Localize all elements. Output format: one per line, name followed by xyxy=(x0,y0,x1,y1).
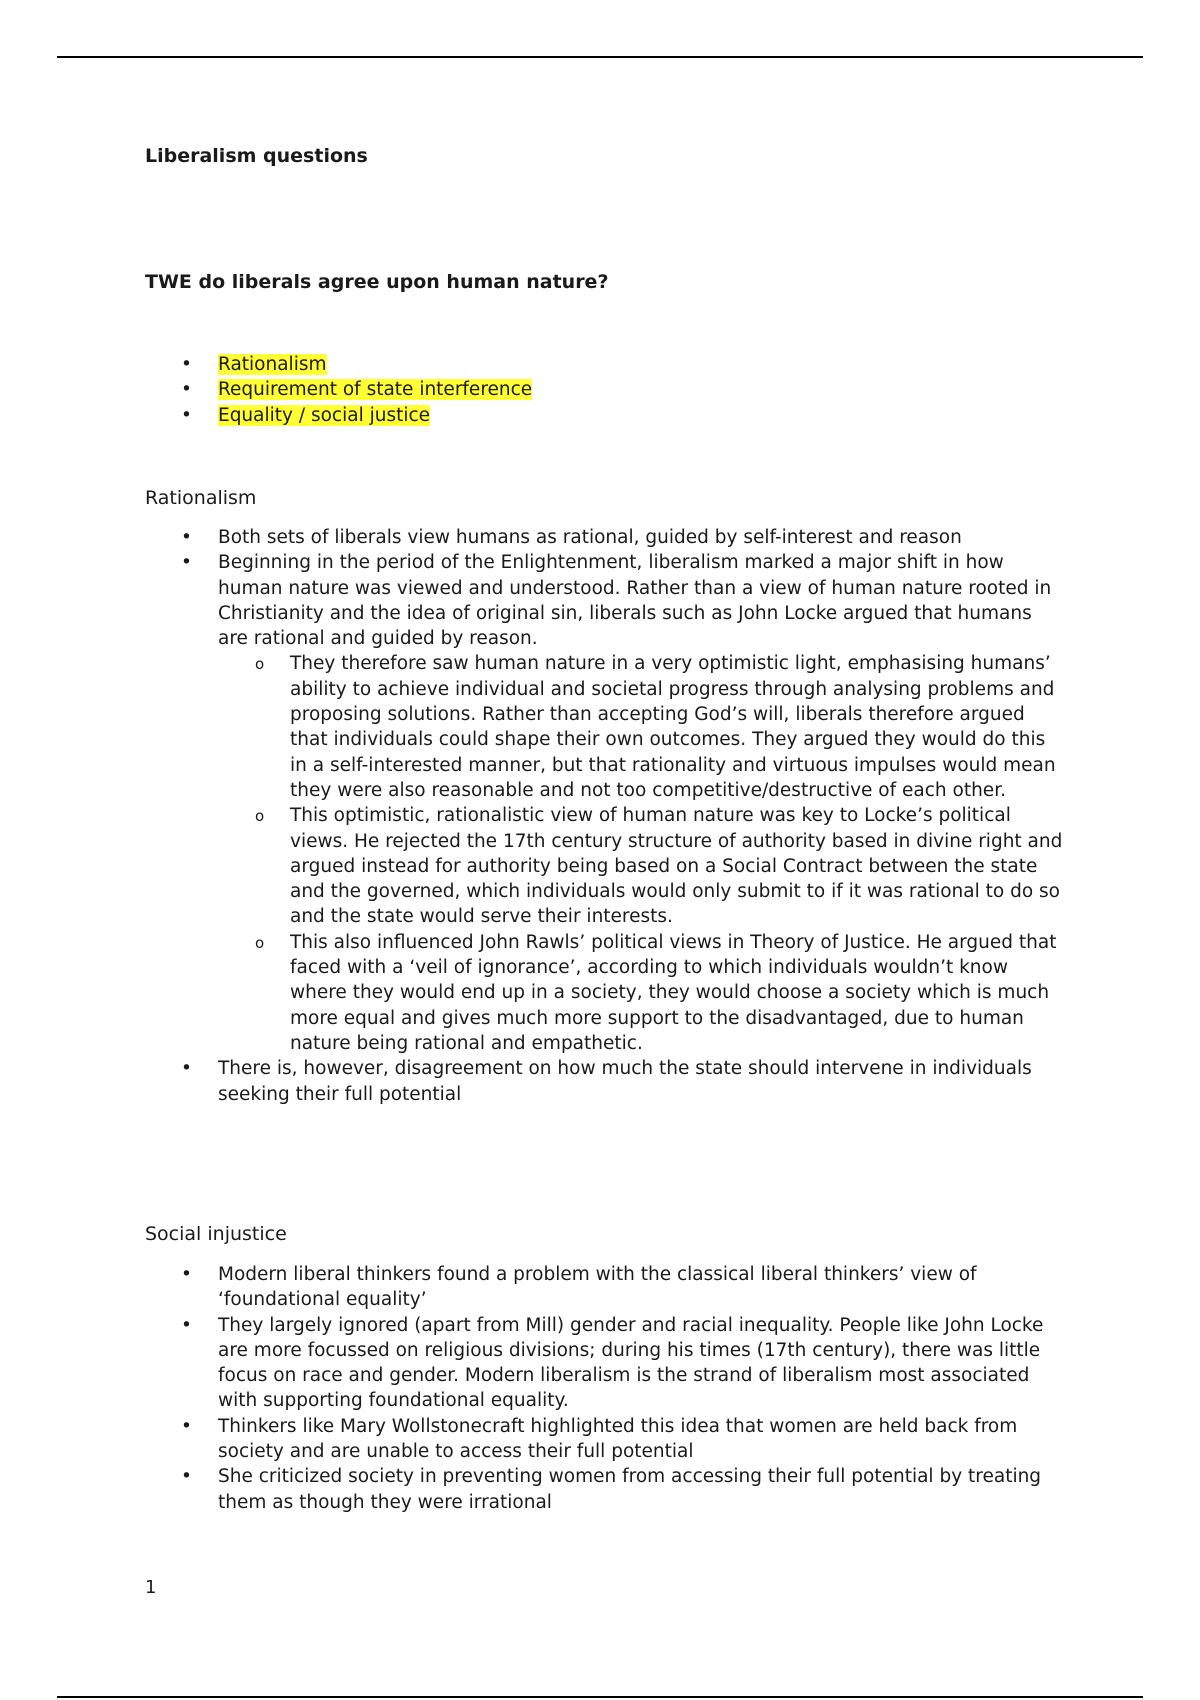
list-item-text: She criticized society in preventing women from accessing their full potential by treating them as though they were irrational xyxy=(218,1466,1042,1513)
list-item xyxy=(145,1262,1065,1313)
sub-list-item-text: They therefore saw human nature in a very optimistic light, emphasising humans’ ability to achieve individual and societal progress through analysing problems and proposing solutions. Rather than accepting God’s will, liberals therefore argued that individuals could shape their own outcomes. They argued they would do this in a self-interested manner, but that rationality and virtuous impulses would mean they were also reasonable and not too competitive/destructive of each other. xyxy=(290,653,1056,801)
page-number: 1 xyxy=(145,1577,157,1598)
list-item xyxy=(145,1464,1065,1515)
summary-list xyxy=(145,352,1065,428)
highlighted-text: Requirement of state interference xyxy=(218,379,533,401)
page-top-rule xyxy=(57,56,1143,58)
sub-list-item-text: This optimistic, rationalistic view of human nature was key to Locke’s political views. He rejected the 17th century structure of authority based in divine right and argued instead for authority being based on a Social Contract between the state and the governed, which individuals would only submit to if it was rational to do so and the state would serve their interests. xyxy=(290,805,1063,928)
page-bottom-rule xyxy=(57,1696,1143,1698)
sub-list-item xyxy=(218,651,1065,803)
social-injustice-list xyxy=(145,1262,1065,1515)
question-heading: TWE do liberals agree upon human nature? xyxy=(145,271,609,293)
list-item xyxy=(145,352,1065,377)
list-item xyxy=(145,525,1065,550)
sub-list-item xyxy=(218,930,1065,1056)
rationalism-sub-list xyxy=(218,651,1065,1056)
list-item xyxy=(145,1414,1065,1465)
highlighted-text: Equality / social justice xyxy=(218,404,431,426)
section-heading-rationalism: Rationalism xyxy=(145,487,257,509)
list-item xyxy=(145,550,1065,1056)
list-item-text: They largely ignored (apart from Mill) gender and racial inequality. People like John Locke are more focussed on religious divisions; during his times (17th century), there was little focus on race and gender. Modern liberalism is the strand of liberalism most associated with supporting foundational equality. xyxy=(218,1314,1044,1412)
list-item xyxy=(145,403,1065,428)
highlighted-text: Rationalism xyxy=(218,354,327,375)
list-item xyxy=(145,377,1065,402)
list-item xyxy=(145,1313,1065,1414)
list-item-text: There is, however, disagreement on how much the state should intervene in individuals seeking their full potential xyxy=(218,1058,1032,1105)
list-item-text: Both sets of liberals view humans as rational, guided by self-interest and reason xyxy=(218,527,962,548)
list-item-text: Thinkers like Mary Wollstonecraft highlighted this idea that women are held back from society and are unable to access their full potential xyxy=(218,1415,1018,1463)
rationalism-list xyxy=(145,525,1065,1107)
list-item-text: Modern liberal thinkers found a problem with the classical liberal thinkers’ view of ‘foundational equality’ xyxy=(218,1264,977,1311)
sub-list-item xyxy=(218,803,1065,929)
list-item xyxy=(145,1056,1065,1107)
list-item-text: Beginning in the period of the Enlightenment, liberalism marked a major shift in how human nature was viewed and understood. Rather than a view of human nature rooted in Christianity and the idea of original sin, liberals such as John Locke argued that humans are rational and guided by reason. xyxy=(218,552,1052,650)
section-heading-social-injustice: Social injustice xyxy=(145,1223,287,1245)
sub-list-item-text: This also influenced John Rawls’ political views in Theory of Justice. He argued that faced with a ‘veil of ignorance’, according to which individuals wouldn’t know where they would end up in a society, they would choose a society which is much more equal and gives much more support to the disadvantaged, due to human nature being rational and empathetic. xyxy=(290,931,1057,1054)
document-title: Liberalism questions xyxy=(145,145,368,167)
